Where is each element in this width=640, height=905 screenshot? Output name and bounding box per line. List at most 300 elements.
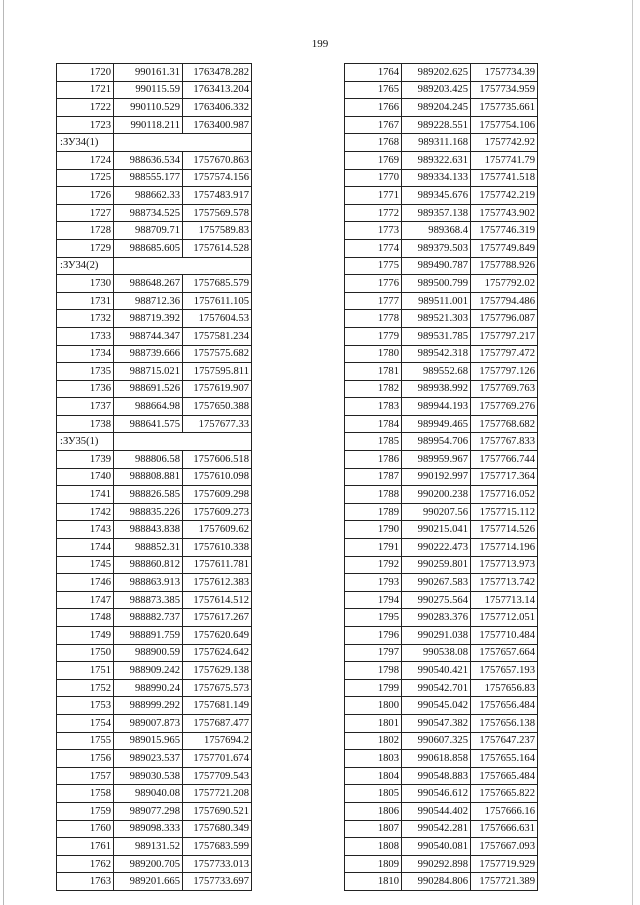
table-row: [345, 820, 538, 838]
point-number-cell: 1796: [345, 627, 402, 645]
table-row: [345, 609, 538, 627]
x-coordinate-cell: 990115.59: [114, 81, 183, 99]
x-coordinate-cell: 988843.838: [114, 521, 183, 539]
point-number-cell: 1770: [345, 169, 402, 187]
table-row: [345, 327, 538, 345]
x-coordinate-cell: 988835.226: [114, 503, 183, 521]
point-number-cell: 1762: [57, 855, 114, 873]
point-number-cell: 1756: [57, 750, 114, 768]
y-coordinate-cell: 1757721.208: [183, 785, 252, 803]
point-number-cell: 1731: [57, 292, 114, 310]
x-coordinate-cell: 988744.347: [114, 327, 183, 345]
point-number-cell: 1769: [345, 151, 402, 169]
table-row: [57, 855, 252, 873]
point-number-cell: 1804: [345, 767, 402, 785]
y-coordinate-cell: 1757665.822: [471, 785, 538, 803]
table-row: [57, 767, 252, 785]
table-row: [345, 275, 538, 293]
x-coordinate-cell: 989938.992: [402, 380, 471, 398]
point-number-cell: 1783: [345, 398, 402, 416]
table-row: [57, 310, 252, 328]
table-row: [57, 345, 252, 363]
y-coordinate-cell: 1757680.349: [183, 820, 252, 838]
x-coordinate-cell: 990110.529: [114, 99, 183, 117]
point-number-cell: 1757: [57, 767, 114, 785]
y-coordinate-cell: 1757666.16: [471, 802, 538, 820]
x-coordinate-cell: 989511.001: [402, 292, 471, 310]
x-coordinate-cell: 989228.551: [402, 116, 471, 134]
x-coordinate-cell: 988709.71: [114, 222, 183, 240]
x-coordinate-cell: 988739.666: [114, 345, 183, 363]
x-coordinate-cell: 989311.168: [402, 134, 471, 152]
point-number-cell: 1785: [345, 433, 402, 451]
x-coordinate-cell: 989949.465: [402, 415, 471, 433]
table-row: [57, 591, 252, 609]
y-coordinate-cell: 1757569.578: [183, 204, 252, 222]
x-coordinate-cell: 988860.812: [114, 556, 183, 574]
point-number-cell: 1778: [345, 310, 402, 328]
point-number-cell: 1798: [345, 662, 402, 680]
table-row: [345, 99, 538, 117]
point-number-cell: 1740: [57, 468, 114, 486]
y-coordinate-cell: 1757609.273: [183, 503, 252, 521]
point-number-cell: 1722: [57, 99, 114, 117]
x-coordinate-cell: 988990.24: [114, 679, 183, 697]
table-row: [57, 380, 252, 398]
point-number-cell: 1734: [57, 345, 114, 363]
y-coordinate-cell: 1757606.518: [183, 451, 252, 469]
x-coordinate-cell: 988712.36: [114, 292, 183, 310]
table-row: [57, 451, 252, 469]
y-coordinate-cell: 1757769.276: [471, 398, 538, 416]
table-row: [57, 644, 252, 662]
x-coordinate-cell: 988909.242: [114, 662, 183, 680]
x-coordinate-cell: 990291.038: [402, 627, 471, 645]
y-coordinate-cell: 1757610.098: [183, 468, 252, 486]
table-row: [57, 151, 252, 169]
table-row: [345, 81, 538, 99]
point-number-cell: 1751: [57, 662, 114, 680]
point-number-cell: 1807: [345, 820, 402, 838]
y-coordinate-cell: 1757735.661: [471, 99, 538, 117]
x-coordinate-cell: 990607.325: [402, 732, 471, 750]
y-coordinate-cell: 1757769.763: [471, 380, 538, 398]
point-number-cell: 1745: [57, 556, 114, 574]
table-row: [57, 81, 252, 99]
table-row: [345, 398, 538, 416]
section-header-row: [57, 134, 252, 152]
y-coordinate-cell: 1757788.926: [471, 257, 538, 275]
x-coordinate-cell: 989954.706: [402, 433, 471, 451]
point-number-cell: 1743: [57, 521, 114, 539]
table-row: [57, 838, 252, 856]
x-coordinate-cell: 988641.575: [114, 415, 183, 433]
x-coordinate-cell: 990283.376: [402, 609, 471, 627]
x-coordinate-cell: 988806.58: [114, 451, 183, 469]
table-row: [345, 644, 538, 662]
y-coordinate-cell: 1757714.196: [471, 539, 538, 557]
table-row: [57, 415, 252, 433]
y-coordinate-cell: 1757656.83: [471, 679, 538, 697]
coordinates-table-right: [344, 63, 538, 891]
table-row: [57, 363, 252, 381]
point-number-cell: 1808: [345, 838, 402, 856]
table-row: [345, 785, 538, 803]
y-coordinate-cell: 1757647.237: [471, 732, 538, 750]
point-number-cell: 1723: [57, 116, 114, 134]
x-coordinate-cell: 988664.98: [114, 398, 183, 416]
table-row: [57, 521, 252, 539]
x-coordinate-cell: 988685.605: [114, 239, 183, 257]
y-coordinate-cell: 1757742.219: [471, 187, 538, 205]
table-row: [345, 151, 538, 169]
point-number-cell: 1747: [57, 591, 114, 609]
table-row: [57, 275, 252, 293]
table-row: [57, 802, 252, 820]
x-coordinate-cell: 990222.473: [402, 539, 471, 557]
table-row: [345, 873, 538, 891]
point-number-cell: 1775: [345, 257, 402, 275]
section-header-row: [57, 257, 252, 275]
table-row: [57, 679, 252, 697]
point-number-cell: 1774: [345, 239, 402, 257]
point-number-cell: 1753: [57, 697, 114, 715]
x-coordinate-cell: 989015.965: [114, 732, 183, 750]
x-coordinate-cell: 988852.31: [114, 539, 183, 557]
y-coordinate-cell: 1757734.39: [471, 64, 538, 82]
y-coordinate-cell: 1757677.33: [183, 415, 252, 433]
y-coordinate-cell: 1763400.987: [183, 116, 252, 134]
x-coordinate-cell: 990161.31: [114, 64, 183, 82]
x-coordinate-cell: 988715.021: [114, 363, 183, 381]
table-row: [57, 732, 252, 750]
x-coordinate-cell: 990215.041: [402, 521, 471, 539]
table-row: [345, 134, 538, 152]
y-coordinate-cell: 1757694.2: [183, 732, 252, 750]
x-coordinate-cell: 990292.898: [402, 855, 471, 873]
point-number-cell: 1726: [57, 187, 114, 205]
point-number-cell: 1737: [57, 398, 114, 416]
point-number-cell: 1803: [345, 750, 402, 768]
table-row: [345, 239, 538, 257]
table-row: [345, 539, 538, 557]
table-row: [345, 204, 538, 222]
table-row: [57, 486, 252, 504]
y-coordinate-cell: 1757687.477: [183, 714, 252, 732]
y-coordinate-cell: 1757743.902: [471, 204, 538, 222]
y-coordinate-cell: 1757794.486: [471, 292, 538, 310]
table-row: [57, 292, 252, 310]
x-coordinate-cell: 989202.625: [402, 64, 471, 82]
x-coordinate-cell: 989007.873: [114, 714, 183, 732]
table-row: [345, 802, 538, 820]
table-row: [345, 627, 538, 645]
x-coordinate-cell: 990259.801: [402, 556, 471, 574]
section-label: :ЗУ34(1): [57, 134, 114, 152]
y-coordinate-cell: 1763406.332: [183, 99, 252, 117]
y-coordinate-cell: 1757656.484: [471, 697, 538, 715]
x-coordinate-cell: 990118.211: [114, 116, 183, 134]
y-coordinate-cell: 1757797.472: [471, 345, 538, 363]
y-coordinate-cell: 1757701.674: [183, 750, 252, 768]
point-number-cell: 1781: [345, 363, 402, 381]
y-coordinate-cell: 1757595.811: [183, 363, 252, 381]
y-coordinate-cell: 1757768.682: [471, 415, 538, 433]
x-coordinate-cell: 989357.138: [402, 204, 471, 222]
table-row: [345, 380, 538, 398]
table-row: [57, 239, 252, 257]
point-number-cell: 1735: [57, 363, 114, 381]
x-coordinate-cell: 989345.676: [402, 187, 471, 205]
point-number-cell: 1730: [57, 275, 114, 293]
y-coordinate-cell: 1757792.02: [471, 275, 538, 293]
table-row: [57, 539, 252, 557]
y-coordinate-cell: 1757610.338: [183, 539, 252, 557]
point-number-cell: 1759: [57, 802, 114, 820]
y-coordinate-cell: 1757665.484: [471, 767, 538, 785]
y-coordinate-cell: 1757683.599: [183, 838, 252, 856]
table-row: [345, 64, 538, 82]
table-row: [345, 855, 538, 873]
y-coordinate-cell: 1757713.742: [471, 574, 538, 592]
point-number-cell: 1776: [345, 275, 402, 293]
table-row: [57, 574, 252, 592]
y-coordinate-cell: 1757712.051: [471, 609, 538, 627]
y-coordinate-cell: 1757714.526: [471, 521, 538, 539]
y-coordinate-cell: 1757681.149: [183, 697, 252, 715]
y-coordinate-cell: 1757609.62: [183, 521, 252, 539]
x-coordinate-cell: 990540.421: [402, 662, 471, 680]
y-coordinate-cell: 1757574.156: [183, 169, 252, 187]
point-number-cell: 1729: [57, 239, 114, 257]
y-coordinate-cell: 1757604.53: [183, 310, 252, 328]
y-coordinate-cell: 1757741.79: [471, 151, 538, 169]
x-coordinate-cell: 988882.737: [114, 609, 183, 627]
y-coordinate-cell: 1757717.364: [471, 468, 538, 486]
x-coordinate-cell: 990545.042: [402, 697, 471, 715]
x-coordinate-cell: 989490.787: [402, 257, 471, 275]
point-number-cell: 1736: [57, 380, 114, 398]
table-row: [345, 697, 538, 715]
table-row: [345, 591, 538, 609]
y-coordinate-cell: 1757611.781: [183, 556, 252, 574]
x-coordinate-cell: 988891.759: [114, 627, 183, 645]
y-coordinate-cell: 1757733.013: [183, 855, 252, 873]
table-row: [57, 820, 252, 838]
x-coordinate-cell: 988999.292: [114, 697, 183, 715]
table-row: [345, 415, 538, 433]
y-coordinate-cell: 1757483.917: [183, 187, 252, 205]
table-row: [345, 521, 538, 539]
point-number-cell: 1772: [345, 204, 402, 222]
y-coordinate-cell: 1757670.863: [183, 151, 252, 169]
y-coordinate-cell: 1757767.833: [471, 433, 538, 451]
point-number-cell: 1773: [345, 222, 402, 240]
x-coordinate-cell: 989959.967: [402, 451, 471, 469]
y-coordinate-cell: 1757612.383: [183, 574, 252, 592]
point-number-cell: 1739: [57, 451, 114, 469]
table-row: [57, 204, 252, 222]
section-header-row: [57, 433, 252, 451]
x-coordinate-cell: 989040.08: [114, 785, 183, 803]
table-row: [57, 714, 252, 732]
section-empty-cell: [114, 433, 252, 451]
table-row: [57, 327, 252, 345]
y-coordinate-cell: 1757710.484: [471, 627, 538, 645]
point-number-cell: 1758: [57, 785, 114, 803]
y-coordinate-cell: 1757667.093: [471, 838, 538, 856]
y-coordinate-cell: 1757797.126: [471, 363, 538, 381]
x-coordinate-cell: 989203.425: [402, 81, 471, 99]
table-row: [345, 187, 538, 205]
point-number-cell: 1721: [57, 81, 114, 99]
table-row: [57, 116, 252, 134]
page-number: 199: [311, 38, 329, 50]
point-number-cell: 1806: [345, 802, 402, 820]
table-row: [345, 767, 538, 785]
y-coordinate-cell: 1757685.579: [183, 275, 252, 293]
y-coordinate-cell: 1757713.14: [471, 591, 538, 609]
table-row: [345, 310, 538, 328]
table-row: [345, 714, 538, 732]
table-row: [345, 222, 538, 240]
x-coordinate-cell: 989379.503: [402, 239, 471, 257]
y-coordinate-cell: 1757629.138: [183, 662, 252, 680]
point-number-cell: 1765: [345, 81, 402, 99]
x-coordinate-cell: 989098.333: [114, 820, 183, 838]
x-coordinate-cell: 989077.298: [114, 802, 183, 820]
y-coordinate-cell: 1757734.959: [471, 81, 538, 99]
point-number-cell: 1809: [345, 855, 402, 873]
table-row: [345, 257, 538, 275]
x-coordinate-cell: 990547.382: [402, 714, 471, 732]
table-row: [345, 169, 538, 187]
x-coordinate-cell: 990200.238: [402, 486, 471, 504]
point-number-cell: 1777: [345, 292, 402, 310]
x-coordinate-cell: 990207.56: [402, 503, 471, 521]
x-coordinate-cell: 989030.538: [114, 767, 183, 785]
point-number-cell: 1742: [57, 503, 114, 521]
y-coordinate-cell: 1757741.518: [471, 169, 538, 187]
point-number-cell: 1782: [345, 380, 402, 398]
x-coordinate-cell: 989552.68: [402, 363, 471, 381]
table-row: [57, 609, 252, 627]
y-coordinate-cell: 1757657.193: [471, 662, 538, 680]
table-row: [345, 556, 538, 574]
x-coordinate-cell: 988734.525: [114, 204, 183, 222]
point-number-cell: 1750: [57, 644, 114, 662]
table-row: [345, 116, 538, 134]
y-coordinate-cell: 1757656.138: [471, 714, 538, 732]
table-row: [345, 292, 538, 310]
point-number-cell: 1752: [57, 679, 114, 697]
coordinates-table-left: [56, 63, 252, 891]
x-coordinate-cell: 990275.564: [402, 591, 471, 609]
x-coordinate-cell: 988863.913: [114, 574, 183, 592]
table-row: [345, 363, 538, 381]
point-number-cell: 1763: [57, 873, 114, 891]
x-coordinate-cell: 988636.534: [114, 151, 183, 169]
y-coordinate-cell: 1763478.282: [183, 64, 252, 82]
point-number-cell: 1767: [345, 116, 402, 134]
point-number-cell: 1799: [345, 679, 402, 697]
table-row: [345, 503, 538, 521]
x-coordinate-cell: 989944.193: [402, 398, 471, 416]
table-row: [57, 750, 252, 768]
y-coordinate-cell: 1757655.164: [471, 750, 538, 768]
point-number-cell: 1797: [345, 644, 402, 662]
table-row: [57, 169, 252, 187]
y-coordinate-cell: 1757716.052: [471, 486, 538, 504]
x-coordinate-cell: 990546.612: [402, 785, 471, 803]
x-coordinate-cell: 990192.997: [402, 468, 471, 486]
y-coordinate-cell: 1757620.649: [183, 627, 252, 645]
x-coordinate-cell: 989334.133: [402, 169, 471, 187]
point-number-cell: 1727: [57, 204, 114, 222]
point-number-cell: 1802: [345, 732, 402, 750]
x-coordinate-cell: 989521.303: [402, 310, 471, 328]
x-coordinate-cell: 988648.267: [114, 275, 183, 293]
x-coordinate-cell: 989368.4: [402, 222, 471, 240]
y-coordinate-cell: 1757657.664: [471, 644, 538, 662]
y-coordinate-cell: 1757666.631: [471, 820, 538, 838]
x-coordinate-cell: 990618.858: [402, 750, 471, 768]
point-number-cell: 1787: [345, 468, 402, 486]
table-row: [57, 398, 252, 416]
x-coordinate-cell: 988826.585: [114, 486, 183, 504]
table-row: [345, 433, 538, 451]
point-number-cell: 1760: [57, 820, 114, 838]
table-row: [345, 486, 538, 504]
y-coordinate-cell: 1757715.112: [471, 503, 538, 521]
table-row: [345, 451, 538, 469]
y-coordinate-cell: 1757721.389: [471, 873, 538, 891]
y-coordinate-cell: 1757589.83: [183, 222, 252, 240]
point-number-cell: 1748: [57, 609, 114, 627]
table-row: [57, 64, 252, 82]
y-coordinate-cell: 1757713.973: [471, 556, 538, 574]
point-number-cell: 1788: [345, 486, 402, 504]
y-coordinate-cell: 1757733.697: [183, 873, 252, 891]
x-coordinate-cell: 990544.402: [402, 802, 471, 820]
x-coordinate-cell: 989023.537: [114, 750, 183, 768]
point-number-cell: 1790: [345, 521, 402, 539]
x-coordinate-cell: 989322.631: [402, 151, 471, 169]
x-coordinate-cell: 988719.392: [114, 310, 183, 328]
table-row: [57, 873, 252, 891]
x-coordinate-cell: 990540.081: [402, 838, 471, 856]
table-row: [57, 503, 252, 521]
table-row: [57, 697, 252, 715]
table-row: [345, 468, 538, 486]
y-coordinate-cell: 1757746.319: [471, 222, 538, 240]
x-coordinate-cell: 990538.08: [402, 644, 471, 662]
scan-edge-right: [632, 0, 633, 905]
y-coordinate-cell: 1757614.528: [183, 239, 252, 257]
x-coordinate-cell: 990284.806: [402, 873, 471, 891]
x-coordinate-cell: 990267.583: [402, 574, 471, 592]
section-label: :ЗУ34(2): [57, 257, 114, 275]
point-number-cell: 1766: [345, 99, 402, 117]
point-number-cell: 1771: [345, 187, 402, 205]
point-number-cell: 1732: [57, 310, 114, 328]
x-coordinate-cell: 988555.177: [114, 169, 183, 187]
table-row: [57, 99, 252, 117]
point-number-cell: 1780: [345, 345, 402, 363]
point-number-cell: 1801: [345, 714, 402, 732]
point-number-cell: 1800: [345, 697, 402, 715]
y-coordinate-cell: 1757719.929: [471, 855, 538, 873]
